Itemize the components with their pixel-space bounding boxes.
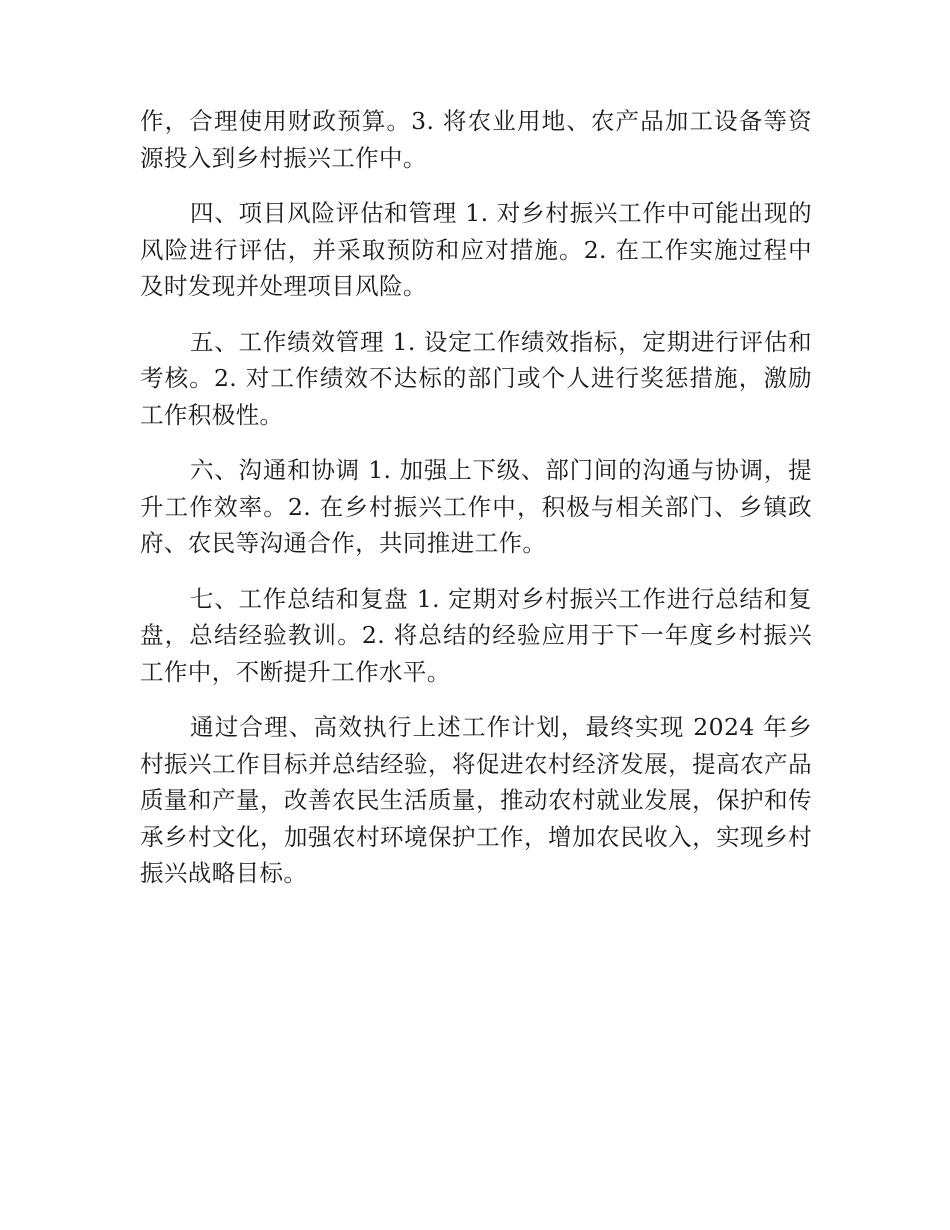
- paragraph-risk-management: 四、项目风险评估和管理 1. 对乡村振兴工作中可能出现的风险进行评估，并采取预防和应对措施。2. 在工作实施过程中及时发现并处理项目风险。: [140, 199, 812, 300]
- paragraph-continuation: 作，合理使用财政预算。3. 将农业用地、农产品加工设备等资源投入到乡村振兴工作中。: [140, 107, 812, 172]
- paragraph-summary-review: 七、工作总结和复盘 1. 定期对乡村振兴工作进行总结和复盘，总结经验教训。2. 将总结的经验应用于下一年度乡村振兴工作中，不断提升工作水平。: [140, 584, 812, 686]
- paragraph-conclusion: 通过合理、高效执行上述工作计划，最终实现 2024 年乡村振兴工作目标并总结经验，将促进农村经济发展，提高农产品质量和产量，改善农民生活质量，推动农村就业发展，保护和传承乡村文化，加强农村环境保护工作，增加农民收入，实现乡村振兴战略目标。: [140, 713, 812, 887]
- paragraph-performance-management: 五、工作绩效管理 1. 设定工作绩效指标，定期进行评估和考核。2. 对工作绩效不达标的部门或个人进行奖惩措施，激励工作积极性。: [140, 327, 812, 429]
- document-body: [140, 103, 812, 911]
- paragraph-communication: 六、沟通和协调 1. 加强上下级、部门间的沟通与协调，提升工作效率。2. 在乡村振兴工作中，积极与相关部门、乡镇政府、农民等沟通合作，共同推进工作。: [140, 456, 812, 557]
